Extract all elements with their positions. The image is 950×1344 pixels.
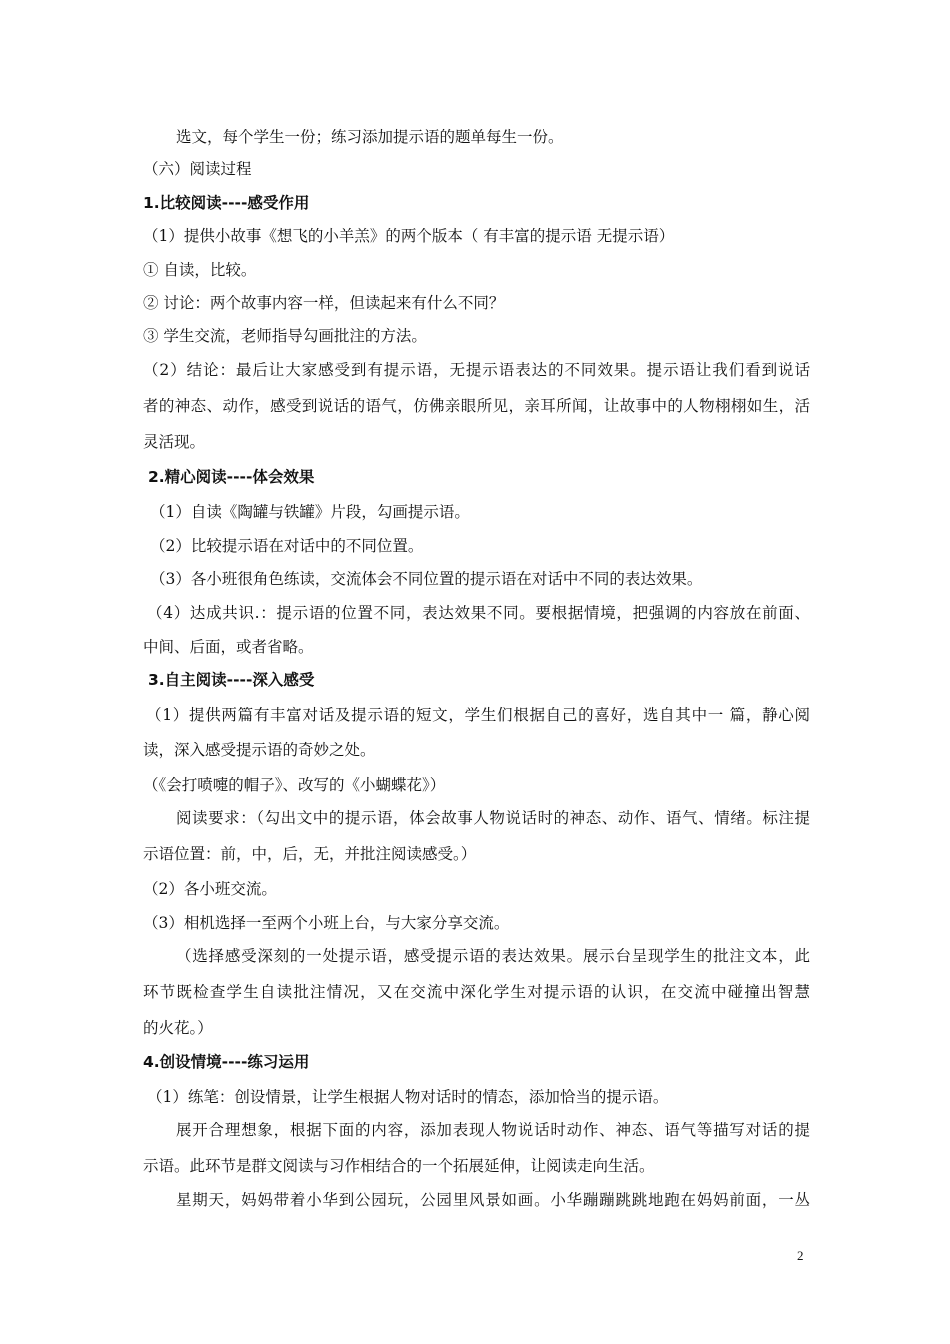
text-line: （1）提供小故事《想飞的小羊羔》的两个版本（ 有丰富的提示语 无提示语） — [143, 227, 675, 245]
list-item: ③ 学生交流，老师指导勾画批注的方法。 — [143, 327, 427, 345]
text-line: 读，深入感受提示语的奇妙之处。 — [143, 741, 376, 759]
text-line: 示语位置：前，中，后，无，并批注阅读感受。） — [143, 845, 477, 863]
list-item: ① 自读，比较。 — [143, 261, 257, 279]
subsection-heading: 3.自主阅读----深入感受 — [148, 671, 315, 689]
subsection-heading: 1.比较阅读----感受作用 — [143, 194, 310, 212]
text-line: 星期天，妈妈带着小华到公园玩，公园里风景如画。小华蹦蹦跳跳地跑在妈妈前面，一丛 — [176, 1191, 810, 1209]
text-line: （选择感受深刻的一处提示语，感受提示语的表达效果。展示台呈现学生的批注文本，此 — [176, 947, 810, 965]
text-line: 者的神态、动作，感受到说话的语气，仿佛亲眼所见，亲耳所闻，让故事中的人物栩栩如生，活 — [143, 397, 810, 415]
text-line: 示语。此环节是群文阅读与习作相结合的一个拓展延伸，让阅读走向生活。 — [143, 1157, 655, 1175]
text-line: 的火花。） — [143, 1019, 213, 1037]
list-item: ② 讨论：两个故事内容一样，但读起来有什么不同？ — [143, 294, 505, 312]
subsection-heading: 4.创设情境----练习运用 — [143, 1053, 310, 1071]
text-line: 阅读要求：（勾出文中的提示语，体会故事人物说话时的神态、动作、语气、情绪。标注提 — [176, 809, 810, 827]
text-line: （2）各小班交流。 — [143, 880, 277, 898]
page-number: 2 — [797, 1248, 804, 1263]
section-heading: （六）阅读过程 — [143, 160, 252, 178]
text-line: （1）练笔：创设情景，让学生根据人物对话时的情态，添加恰当的提示语。 — [147, 1088, 669, 1106]
text-line: （1）提供两篇有丰富对话及提示语的短文，学生们根据自己的喜好，选自其中一 篇，静心阅 — [146, 706, 810, 724]
text-line: 环节既检查学生自读批注情况，又在交流中深化学生对提示语的认识，在交流中碰撞出智慧 — [143, 983, 810, 1001]
subsection-heading: 2.精心阅读----体会效果 — [148, 468, 315, 486]
text-line: （2）比较提示语在对话中的不同位置。 — [150, 537, 424, 555]
text-line: 展开合理想象，根据下面的内容，添加表现人物说话时动作、神态、语气等描写对话的提 — [176, 1121, 810, 1139]
text-line: （3）相机选择一至两个小班上台，与大家分享交流。 — [143, 914, 510, 932]
text-line: （1）自读《陶罐与铁罐》片段，勾画提示语。 — [150, 503, 470, 521]
text-line: （3）各小班很角色练读，交流体会不同位置的提示语在对话中不同的表达效果。 — [150, 570, 703, 588]
text-line: 中间、后面，或者省略。 — [143, 638, 314, 656]
text-line: 灵活现。 — [143, 433, 206, 451]
text-line: （2）结论：最后让大家感受到有提示语，无提示语表达的不同效果。提示语让我们看到说话 — [143, 361, 810, 379]
text-line: 选文，每个学生一份；练习添加提示语的题单每生一份。 — [176, 128, 564, 146]
text-line: （4）达成共识.：提示语的位置不同，表达效果不同。要根据情境，把强调的内容放在前面、 — [147, 604, 810, 622]
text-line: （《会打喷嚏的帽子》、改写的《小蝴蝶花》） — [143, 776, 446, 794]
